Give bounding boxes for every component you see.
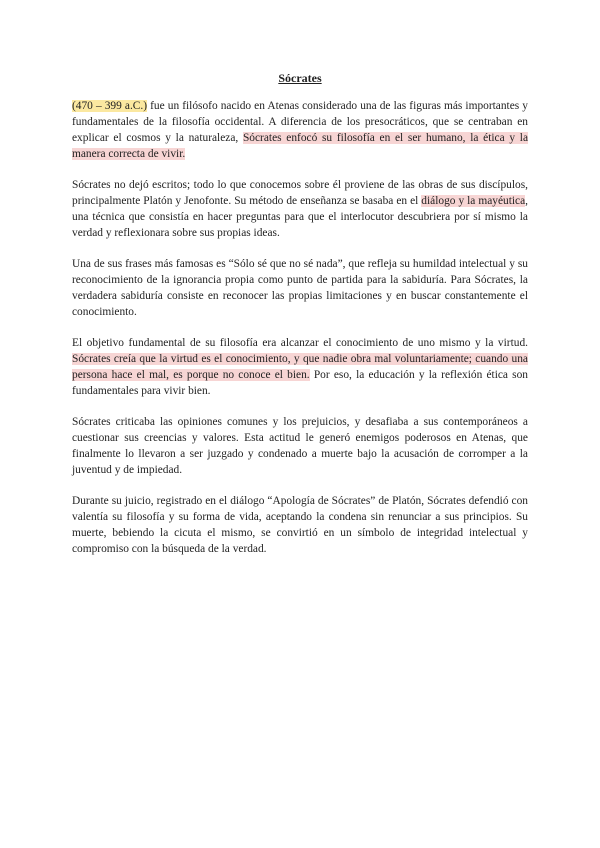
document-title: Sócrates (278, 71, 322, 85)
text-run: Sócrates enfocó su filosofía en el ser humano, la ética y la manera correcta de vivir. (72, 132, 529, 160)
text-run: Sócrates no dejó escritos; todo lo que conocemos sobre él proviene de las obras de sus discípulos, principalmente Platón y Jenofonte. Su método de enseñanza se basaba en el (72, 179, 528, 207)
paragraph-4 (72, 335, 528, 399)
text-run: , una técnica que consistía en hacer preguntas para que el interlocutor descubriera por sí mismo la verdad y reflexionara sobre sus propias ideas. (72, 195, 528, 239)
document-page (72, 70, 528, 572)
text-run: Sócrates creía que la virtud es el conocimiento, y que nadie obra mal voluntariamente; cuando una persona hace el mal, es porque no conoce el bien. (72, 353, 528, 381)
text-run: fue un filósofo nacido en Atenas considerado una de las figuras más importantes y fundamentales de la filosofía occidental. A diferencia de los presocráticos, que se centraban en explicar el cosmos y la naturaleza, (72, 100, 528, 144)
text-run: Por eso, la educación y la reflexión ética son fundamentales para vivir bien. (72, 369, 528, 397)
text-run: Una de sus frases más famosas es “Sólo sé que no sé nada”, que refleja su humildad intelectual y su reconocimiento de la ignorancia propia como punto de partida para la sabiduría. Para Sócrates, la verdadera sabiduría consiste en reconocer las propias limitaciones y en buscar constantemente el conocimiento. (72, 258, 528, 318)
text-run: diálogo y la mayéutica (421, 195, 526, 207)
text-run: Durante su juicio, registrado en el diálogo “Apología de Sócrates” de Platón, Sócrates defendió con valentía su filosofía y su forma de vida, aceptando la condena sin renunciar a sus principios. Su muerte, bebiendo la cicuta el mismo, se convirtió en un símbolo de integridad intelectual y compromiso con la búsqueda de la verdad. (72, 495, 528, 555)
text-run: (470 – 399 a.C.) (72, 100, 148, 112)
paragraph-1 (72, 98, 528, 162)
paragraph-6 (72, 493, 528, 557)
text-run: Sócrates criticaba las opiniones comunes y los prejuicios, y desafiaba a sus contemporáneos a cuestionar sus creencias y valores. Esta actitud le generó enemigos poderosos en Atenas, que finalmente lo llevaron a ser juzgado y condenado a muerte bajo la acusación de corromper a la juventud y de impiedad. (72, 416, 528, 476)
paragraph-2 (72, 177, 528, 241)
paragraph-3 (72, 256, 528, 320)
text-run: El objetivo fundamental de su filosofía era alcanzar el conocimiento de uno mismo y la virtud. (72, 337, 528, 349)
paragraph-5 (72, 414, 528, 478)
